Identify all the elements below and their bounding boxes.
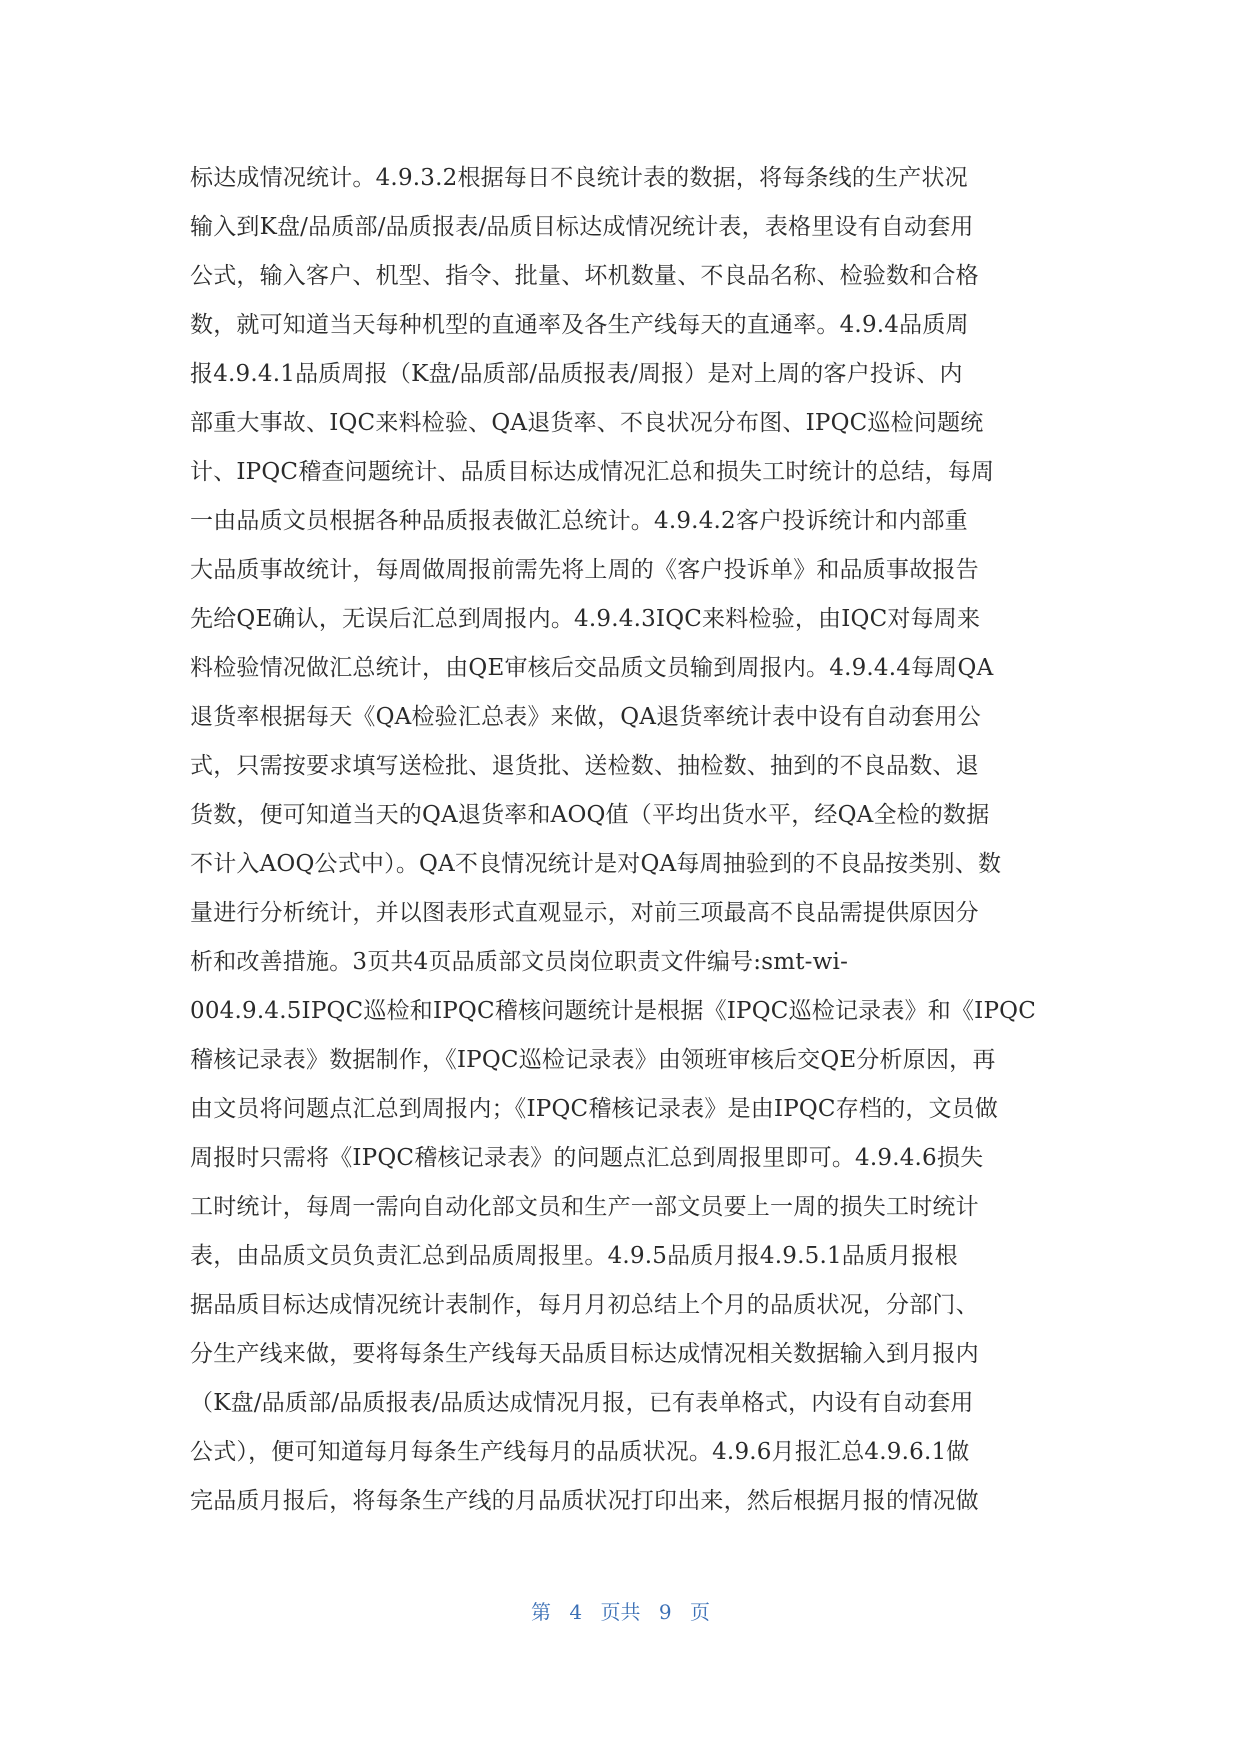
footer-label-page: 第	[531, 1600, 552, 1624]
text-line: （K盘/品质部/品质报表/品质达成情况月报，已有表单格式，内设有自动套用	[190, 1390, 974, 1416]
footer-label-end: 页	[689, 1600, 710, 1624]
text-line: 周报时只需将《IPQC稽核记录表》的问题点汇总到周报里即可。4.9.4.6损失	[190, 1145, 984, 1171]
text-line: 货数，便可知道当天的QA退货率和AOQ值（平均出货水平，经QA全检的数据	[190, 802, 990, 828]
body-text	[190, 154, 1065, 1526]
text-line: 大品质事故统计，每周做周报前需先将上周的《客户投诉单》和品质事故报告	[190, 557, 979, 583]
footer-total-pages: 9	[658, 1600, 672, 1624]
text-line: 完品质月报后，将每条生产线的月品质状况打印出来，然后根据月报的情况做	[190, 1488, 979, 1514]
footer-current-page: 4	[569, 1600, 583, 1624]
text-line: 输入到K盘/品质部/品质报表/品质目标达成情况统计表，表格里设有自动套用	[190, 214, 974, 240]
text-line: 由文员将问题点汇总到周报内；《IPQC稽核记录表》是由IPQC存档的，文员做	[190, 1096, 999, 1122]
text-line: 标达成情况统计。4.9.3.2根据每日不良统计表的数据，将每条线的生产状况	[190, 165, 968, 191]
text-line: 析和改善措施。3页共4页品质部文员岗位职责文件编号:smt-wi-	[190, 949, 849, 975]
text-line: 料检验情况做汇总统计，由QE审核后交品质文员输到周报内。4.9.4.4每周QA	[190, 655, 994, 681]
text-line: 分生产线来做，要将每条生产线每天品质目标达成情况相关数据输入到月报内	[190, 1341, 979, 1367]
text-line: 报4.9.4.1品质周报（K盘/品质部/品质报表/周报）是对上周的客户投诉、内	[190, 361, 963, 387]
footer-label-of: 页共	[600, 1600, 641, 1624]
text-line: 据品质目标达成情况统计表制作，每月月初总结上个月的品质状况，分部门、	[190, 1292, 979, 1318]
text-line: 公式），便可知道每月每条生产线每月的品质状况。4.9.6月报汇总4.9.6.1做	[190, 1439, 970, 1465]
text-line: 部重大事故、IQC来料检验、QA退货率、不良状况分布图、IPQC巡检问题统	[190, 410, 984, 436]
text-line: 先给QE确认，无误后汇总到周报内。4.9.4.3IQC来料检验，由IQC对每周来	[190, 606, 981, 632]
text-line: 一由品质文员根据各种品质报表做汇总统计。4.9.4.2客户投诉统计和内部重	[190, 508, 968, 534]
text-line: 工时统计，每周一需向自动化部文员和生产一部文员要上一周的损失工时统计	[190, 1194, 979, 1220]
text-line: 计、IPQC稽查问题统计、品质目标达成情况汇总和损失工时统计的总结，每周	[190, 459, 995, 485]
text-line: 不计入AOQ公式中）。QA不良情况统计是对QA每周抽验到的不良品按类别、数	[190, 851, 1002, 877]
text-line: 公式，输入客户、机型、指令、批量、坏机数量、不良品名称、检验数和合格	[190, 263, 979, 289]
text-line: 004.9.4.5IPQC巡检和IPQC稽核问题统计是根据《IPQC巡检记录表》和《IPQC	[190, 998, 1036, 1024]
text-line: 式，只需按要求填写送检批、退货批、送检数、抽检数、抽到的不良品数、退	[190, 753, 979, 779]
page-footer	[0, 1597, 1241, 1627]
text-line: 退货率根据每天《QA检验汇总表》来做，QA退货率统计表中设有自动套用公	[190, 704, 981, 730]
text-line: 表，由品质文员负责汇总到品质周报里。4.9.5品质月报4.9.5.1品质月报根	[190, 1243, 958, 1269]
text-line: 数，就可知道当天每种机型的直通率及各生产线每天的直通率。4.9.4品质周	[190, 312, 969, 338]
text-line: 量进行分析统计，并以图表形式直观显示，对前三项最高不良品需提供原因分	[190, 900, 979, 926]
text-line: 稽核记录表》数据制作，《IPQC巡检记录表》由领班审核后交QE分析原因，再	[190, 1047, 996, 1073]
